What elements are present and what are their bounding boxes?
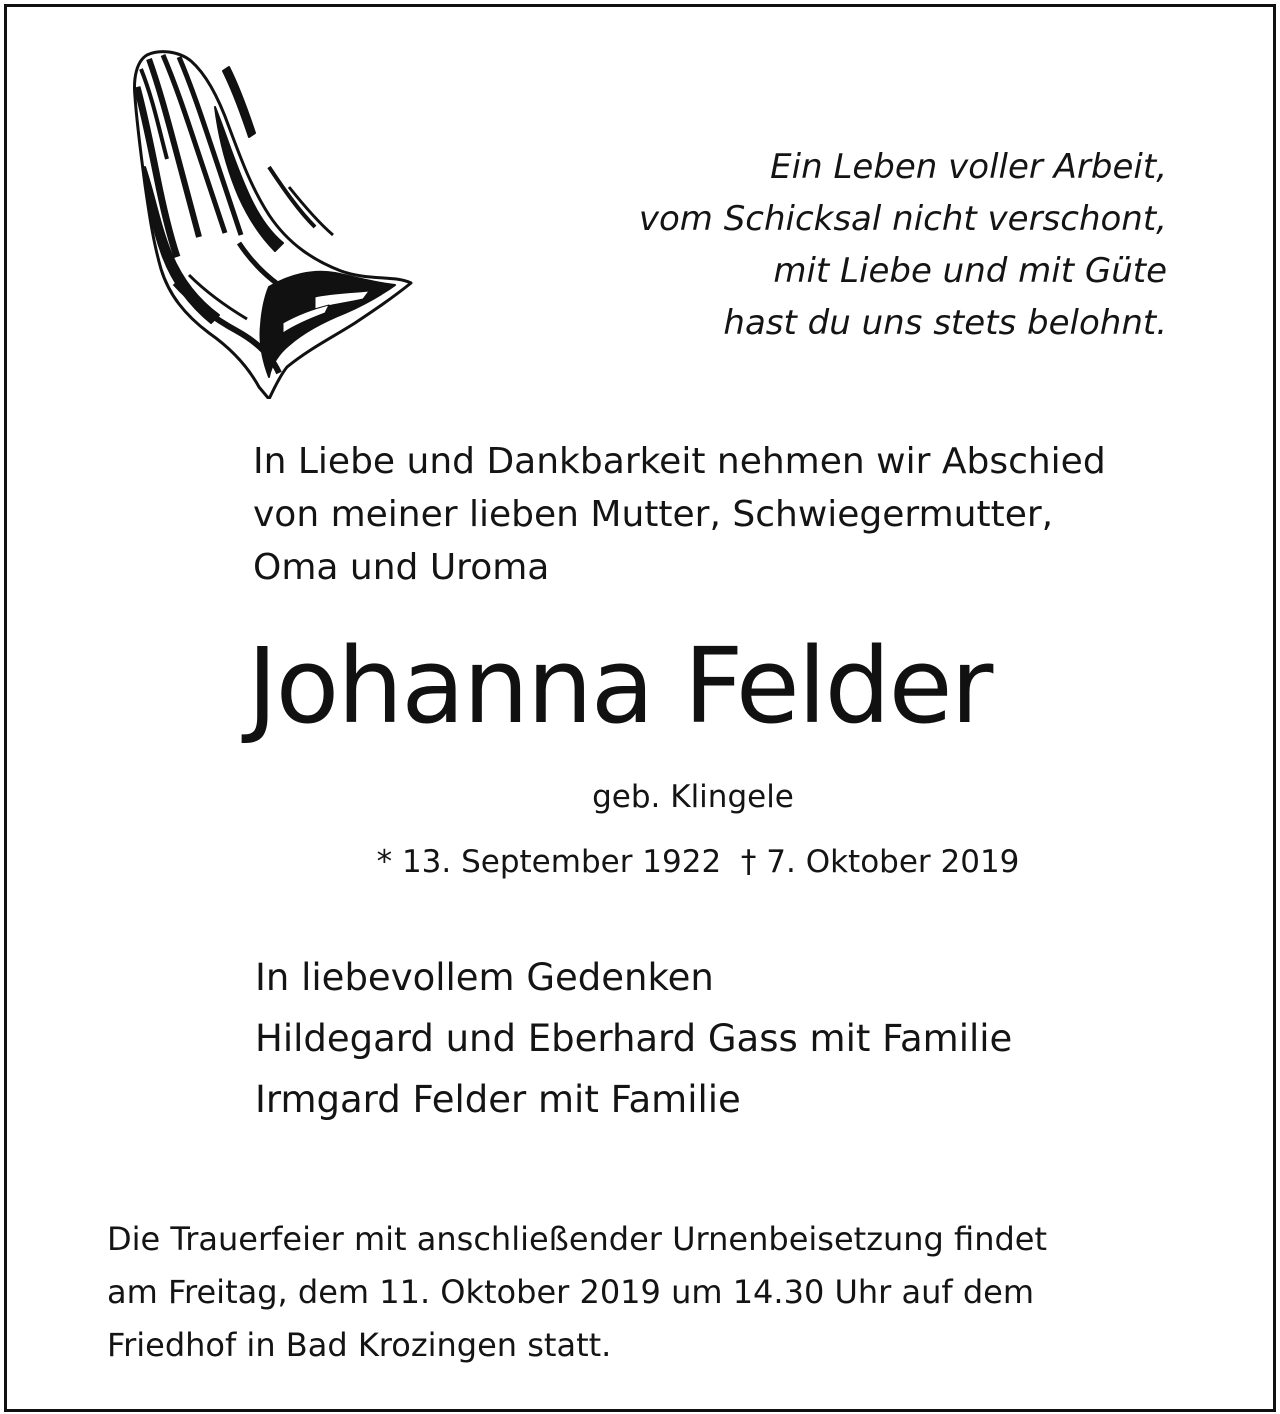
- poem-verse: [467, 141, 1167, 349]
- intro-line: In Liebe und Dankbarkeit nehmen wir Abschied: [253, 441, 1106, 482]
- notice-line: Die Trauerfeier mit anschließender Urnenbeisetzung findet: [107, 1220, 1048, 1258]
- intro-line: Oma und Uroma: [253, 547, 550, 588]
- funeral-notice: [107, 1213, 1227, 1372]
- mourners-line: Hildegard und Eberhard Gass mit Familie: [255, 1017, 1013, 1060]
- praying-hands-icon: [119, 47, 419, 399]
- maiden-name: geb. Klingele: [592, 779, 794, 815]
- deceased-name: Johanna Felder: [247, 625, 992, 747]
- mourners-line: In liebevollem Gedenken: [255, 956, 714, 999]
- mourners-line: Irmgard Felder mit Familie: [255, 1078, 741, 1121]
- intro-line: von meiner lieben Mutter, Schwiegermutter,: [253, 494, 1054, 535]
- poem-line: Ein Leben voller Arbeit,: [770, 147, 1167, 187]
- poem-line: hast du uns stets belohnt.: [723, 303, 1167, 343]
- obituary-frame: [4, 4, 1276, 1412]
- notice-line: Friedhof in Bad Krozingen statt.: [107, 1326, 612, 1364]
- poem-line: vom Schicksal nicht verschont,: [638, 199, 1167, 239]
- poem-line: mit Liebe und mit Güte: [773, 251, 1167, 291]
- notice-line: am Freitag, dem 11. Oktober 2019 um 14.30 Uhr auf dem: [107, 1273, 1034, 1311]
- farewell-intro: [253, 435, 1213, 594]
- life-dates: * 13. September 1922 † 7. Oktober 2019: [376, 844, 1020, 880]
- mourners-list: [255, 947, 1215, 1130]
